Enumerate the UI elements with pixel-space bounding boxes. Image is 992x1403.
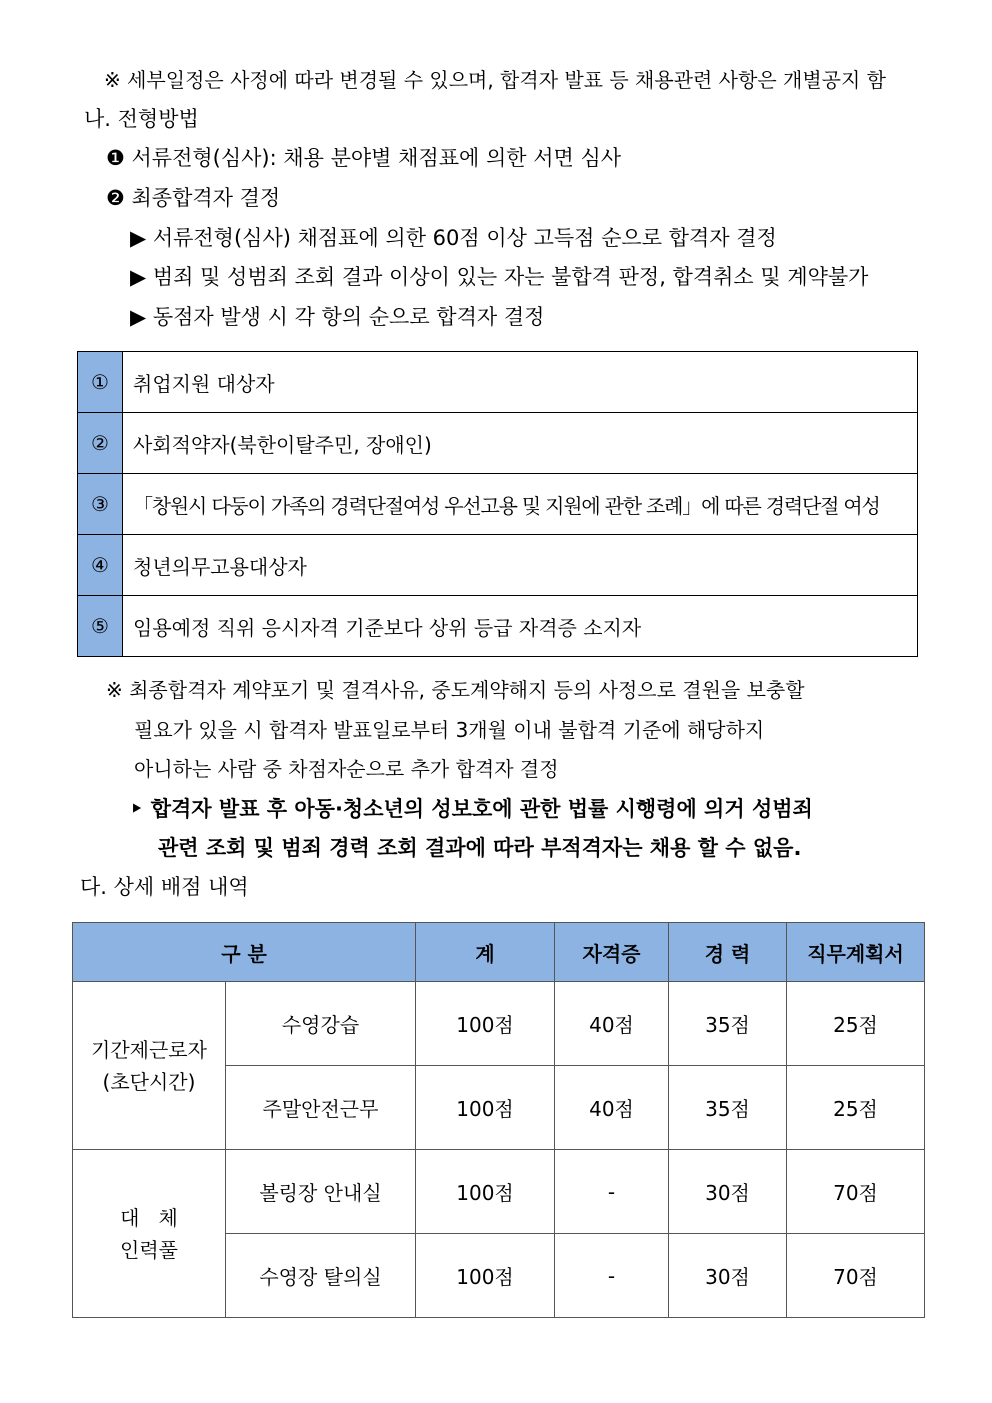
table-header-row [73, 923, 925, 982]
group-cell [73, 1150, 226, 1318]
column-header: 구 분 [73, 923, 416, 982]
group-name: 기간제근로자 [91, 1037, 207, 1062]
plan-cell: 25점 [787, 982, 925, 1066]
schedule-note: ※ 세부일정은 사정에 따라 변경될 수 있으며, 합격자 발표 등 채용관련 사항은 개별공지 함 [104, 68, 886, 92]
priority-number: ② [78, 413, 123, 474]
criminal-check-note: 관련 조회 및 범죄 경력 조회 결과에 따라 부적격자는 채용 할 수 없음. [158, 836, 802, 860]
priority-number: ① [78, 352, 123, 413]
priority-text: 「창원시 다둥이 가족의 경력단절여성 우선고용 및 지원에 관한 조례」에 따른 경력단절 여성 [123, 474, 918, 535]
table-row [78, 352, 918, 413]
priority-text: 청년의무고용대상자 [123, 535, 918, 596]
plan-cell: 25점 [787, 1066, 925, 1150]
bullet-item: ▶ 서류전형(심사) 채점표에 의한 60점 이상 고득점 순으로 합격자 결정 [130, 226, 777, 250]
table-row [73, 1150, 925, 1234]
replacement-note: 아니하는 사람 중 차점자순으로 추가 합격자 결정 [134, 757, 559, 781]
step-2-final-decision: ❷ 최종합격자 결정 [106, 186, 281, 210]
career-cell: 30점 [669, 1150, 787, 1234]
column-header: 경 력 [669, 923, 787, 982]
field-cell: 주말안전근무 [226, 1066, 416, 1150]
column-header: 자격증 [555, 923, 669, 982]
criminal-check-note: ‣ 합격자 발표 후 아동·청소년의 성보호에 관한 법률 시행령에 의거 성범죄 [130, 797, 813, 821]
table-row [78, 535, 918, 596]
plan-cell: 70점 [787, 1234, 925, 1318]
replacement-note: ※ 최종합격자 계약포기 및 결격사유, 중도계약해지 등의 사정으로 결원을 보충할 [106, 678, 805, 702]
column-header: 계 [416, 923, 555, 982]
bullet-item: ▶ 범죄 및 성범죄 조회 결과 이상이 있는 자는 불합격 판정, 합격취소 및 계약불가 [130, 265, 869, 289]
table-row [78, 596, 918, 657]
group-name: 인력풀 [120, 1237, 178, 1262]
career-cell: 30점 [669, 1234, 787, 1318]
replacement-note: 필요가 있을 시 합격자 발표일로부터 3개월 이내 불합격 기준에 해당하지 [134, 718, 765, 742]
column-header: 직무계획서 [787, 923, 925, 982]
total-cell: 100점 [416, 1150, 555, 1234]
group-name: 대 체 [120, 1205, 178, 1230]
field-cell: 수영강습 [226, 982, 416, 1066]
priority-text: 취업지원 대상자 [123, 352, 918, 413]
priority-text: 임용예정 직위 응시자격 기준보다 상위 등급 자격증 소지자 [123, 596, 918, 657]
cert-cell: 40점 [555, 1066, 669, 1150]
group-name: (초단시간) [102, 1069, 196, 1094]
priority-text: 사회적약자(북한이탈주민, 장애인) [123, 413, 918, 474]
plan-cell: 70점 [787, 1150, 925, 1234]
group-cell [73, 982, 226, 1150]
tie-break-priority-table [77, 351, 918, 657]
step-1-document-review: ❶ 서류전형(심사): 채용 분야별 채점표에 의한 서면 심사 [106, 146, 622, 170]
total-cell: 100점 [416, 982, 555, 1066]
table-row [78, 413, 918, 474]
score-breakdown-table [72, 922, 925, 1318]
table-row [73, 982, 925, 1066]
section-heading-na: 나. 전형방법 [84, 107, 199, 131]
field-cell: 볼링장 안내실 [226, 1150, 416, 1234]
total-cell: 100점 [416, 1066, 555, 1150]
total-cell: 100점 [416, 1234, 555, 1318]
career-cell: 35점 [669, 982, 787, 1066]
section-heading-da: 다. 상세 배점 내역 [80, 875, 249, 899]
table-row [78, 474, 918, 535]
priority-number: ③ [78, 474, 123, 535]
cert-cell: - [555, 1234, 669, 1318]
priority-number: ⑤ [78, 596, 123, 657]
bullet-item: ▶ 동점자 발생 시 각 항의 순으로 합격자 결정 [130, 305, 545, 329]
field-cell: 수영장 탈의실 [226, 1234, 416, 1318]
priority-number: ④ [78, 535, 123, 596]
cert-cell: 40점 [555, 982, 669, 1066]
cert-cell: - [555, 1150, 669, 1234]
career-cell: 35점 [669, 1066, 787, 1150]
